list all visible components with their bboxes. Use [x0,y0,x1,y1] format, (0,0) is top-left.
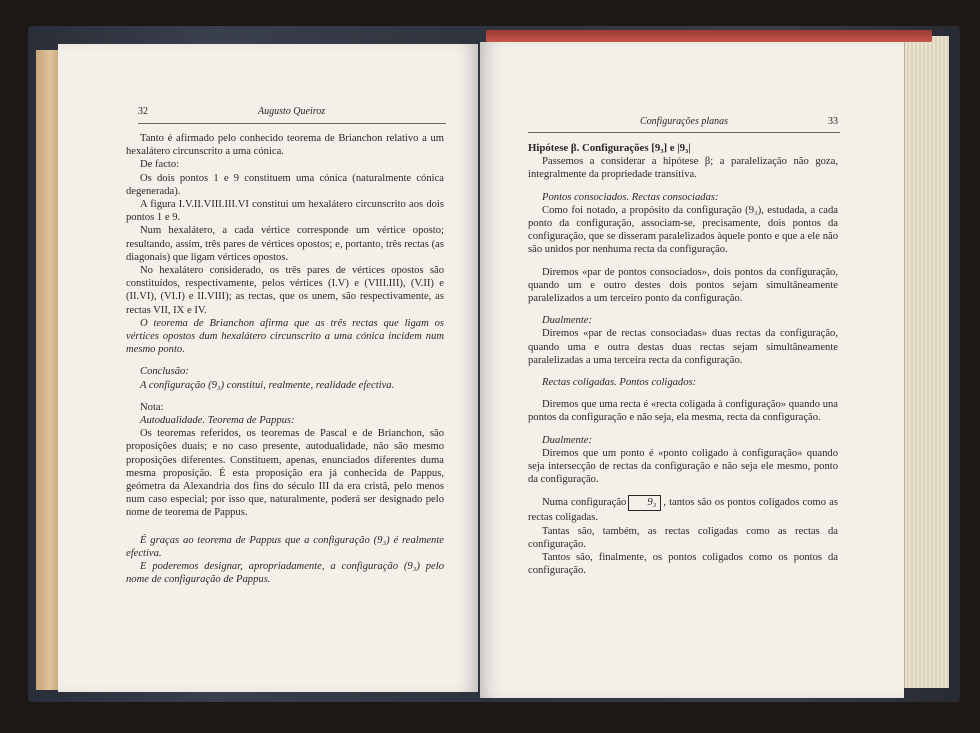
paragraph: O teorema de Brianchon afirma que as três rectas que ligam os vértices opostos dum hexalátero circunscrito a uma cónica incidem num mesmo ponto. [126,317,444,356]
paragraph: Os teoremas referidos, os teoremas de Pascal e de Brianchon, são proposições duais; e no caso presente, autodualidade, não são mesmo proposições diferentes. Constituem, apenas, enunciados diferentes duma mesma proposição. É esta proposição era já conhecida de Pappus, geómetra da Alexandria dos fins do século III da era cristã, pelo menos num caso especial; por isso que, naturalmente, poderá ser designado pelo nome de teorema de Pappus. [126,428,444,519]
paragraph: Pontos consociados. Rectas consociadas: [542,191,719,203]
paragraph: No hexalátero considerado, os três pares de vértices opostos são constituídos, respectivamente, pelos vértices (I.V) e (VIII.III), (V.II) e (II.VI), (VI.I) e II.VIII); as rectas, que os unem, são respectivamente, as rectas VII, IX e IV. [126,265,444,316]
red-top-edge [486,30,932,42]
paragraph: Dualmente: [542,315,593,327]
paragraph: A figura I.V.II.VIII.III.VI constitui um hexalátero circunscrito aos dois pontos 1 e 9. [126,199,444,224]
right-page [480,42,904,698]
paragraph: De facto: [140,159,180,171]
left-page [58,44,478,692]
right-header-rule [528,132,840,133]
paragraph: Diremos «par de pontos consociados», dois pontos da configuração, quando um e outro destes dois pontos sejam simultâneamente paralelizados a um terceiro ponto da configuração. [528,266,838,305]
left-header-rule [138,123,446,124]
boxed-configuration-symbol: 9₃ [628,495,661,511]
paragraph: Passemos a considerar a hipótese β; a paralelização não goza, integralmente da propriedade transitiva. [528,156,838,181]
paragraph: Diremos «par de rectas consociadas» duas rectas da configuração, quando uma e outra destas duas rectas sejam simultâneamente paralelizadas a uma terceira recta da configuração. [528,328,838,366]
left-page-body [126,132,444,587]
boxed-configuration-paragraph [528,495,838,524]
paragraph: Diremos que uma recta é «recta coligada à configuração» quando una pontos da configuração e não seja, ela mesma, recta da configuração. [528,399,838,424]
right-running-head: Configurações planas [640,116,729,127]
section-heading: Hipótese β. Configurações [9₃] e |9₃| [528,142,691,154]
paragraph: Nota: [140,401,164,413]
right-page-edges [903,36,949,688]
left-page-edges [36,50,60,690]
boxed-para-before: Numa configuração [542,497,627,509]
paragraph: Como foi notado, a propósito da configuração (9₃), estudada, a cada ponto da configuração, associam-se, precisamente, dois pontos da configuração, que se disseram paralelizados àquele ponto e que a ele não são unidos por nenhuma recta da configuração. [528,204,838,256]
paragraph: Autodualidade. Teorema de Pappus: [140,415,295,427]
closing-paragraph: Tantas são, também, as rectas coligadas como as rectas da configuração. [528,525,838,550]
paragraph: A configuração (9₃) constitui, realmente, realidade efectiva. [140,379,395,391]
left-running-head: Augusto Queiroz [258,106,326,117]
paragraph: Dualmente: [542,434,593,446]
paragraph: Tanto é afirmado pelo conhecido teorema de Brianchon relativo a um hexalátero circunscrito a uma cónica. [126,133,444,158]
paragraph: Num hexalátero, a cada vértice corresponde um vértice oposto; resultando, assim, três pares de vértices opostos; e, portanto, três rectas (as diagonais) que ligam vértices opostos. [126,225,444,263]
paragraph: Rectas coligadas. Pontos coligados: [542,377,697,389]
paragraph: E poderemos designar, apropriadamente, a configuração (9₃) pelo nome de configuração de Pappus. [126,561,444,586]
paragraph: Diremos que um ponto é «ponto coligado à configuração» quando seja intersecção de rectas da configuração e não seja ele mesmo, ponto da configuração. [528,447,838,486]
paragraph: É graças ao teorema de Pappus que a configuração (9₃) é realmente efectiva. [126,534,444,559]
right-page-body [528,142,838,577]
paragraph: Conclusão: [140,366,189,378]
right-page-number: 33 [828,116,838,127]
closing-paragraph: Tantos são, finalmente, os pontos coligados como os pontos da configuração. [528,552,838,577]
paragraph: Os dois pontos 1 e 9 constituem uma cónica (naturalmente cónica degenerada). [126,172,444,197]
boxed-para-after: , tantos são os pontos coligados como as rectas coligadas. [528,497,838,524]
left-page-number: 32 [138,106,148,117]
